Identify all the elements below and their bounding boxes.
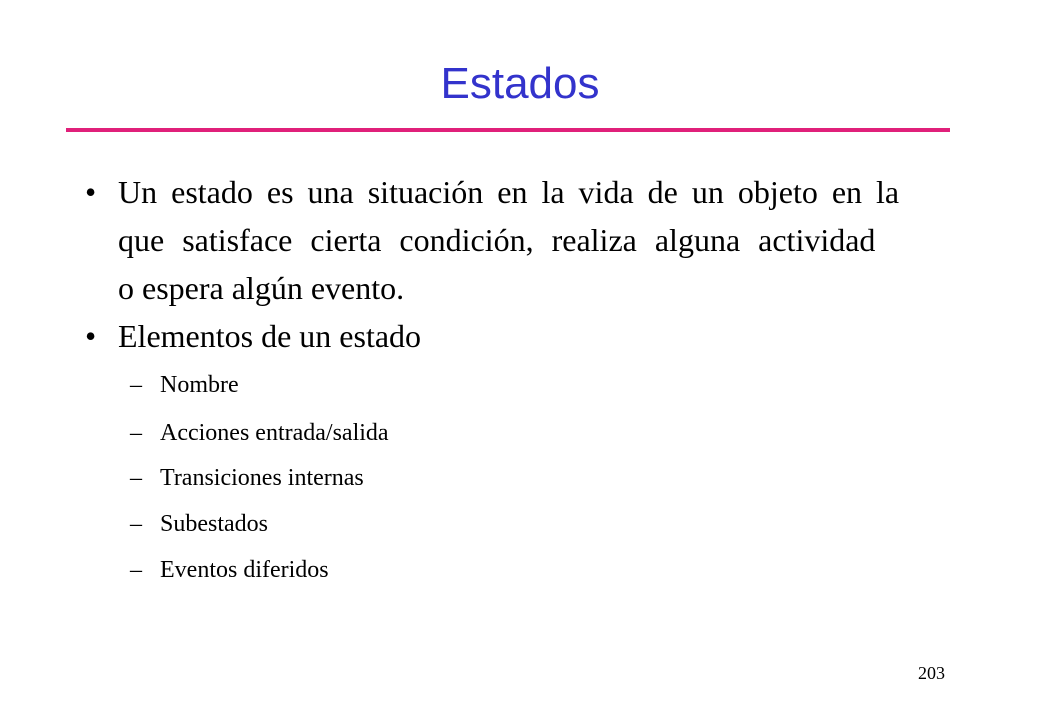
sub-item-marker: – bbox=[130, 420, 142, 446]
sub-item-marker: – bbox=[130, 557, 142, 583]
bullet-line: Un estado es una situación en la vida de un objeto en la bbox=[118, 174, 900, 210]
page-number: 203 bbox=[918, 663, 945, 683]
bullet-line: Elementos de un estado bbox=[118, 318, 422, 354]
sub-item-transiciones: Transiciones internas bbox=[160, 465, 364, 491]
sub-item-marker: – bbox=[130, 511, 142, 537]
bullet-marker: • bbox=[85, 174, 97, 210]
sub-item-eventos: Eventos diferidos bbox=[160, 557, 329, 583]
sub-item-subestados: Subestados bbox=[160, 511, 268, 537]
bullet-marker: • bbox=[85, 318, 97, 354]
sub-item-marker: – bbox=[130, 465, 142, 491]
bullet-text-definition bbox=[118, 168, 958, 312]
bullet-line: que satisface cierta condición, realiza alguna actividad bbox=[118, 222, 876, 258]
sub-item-marker: – bbox=[130, 372, 142, 398]
bullet-text-elements bbox=[118, 312, 958, 360]
slide-title: Estados bbox=[440, 59, 600, 108]
sub-item-nombre: Nombre bbox=[160, 372, 239, 398]
bullet-line: o espera algún evento. bbox=[118, 270, 405, 306]
sub-item-acciones: Acciones entrada/salida bbox=[160, 420, 389, 446]
